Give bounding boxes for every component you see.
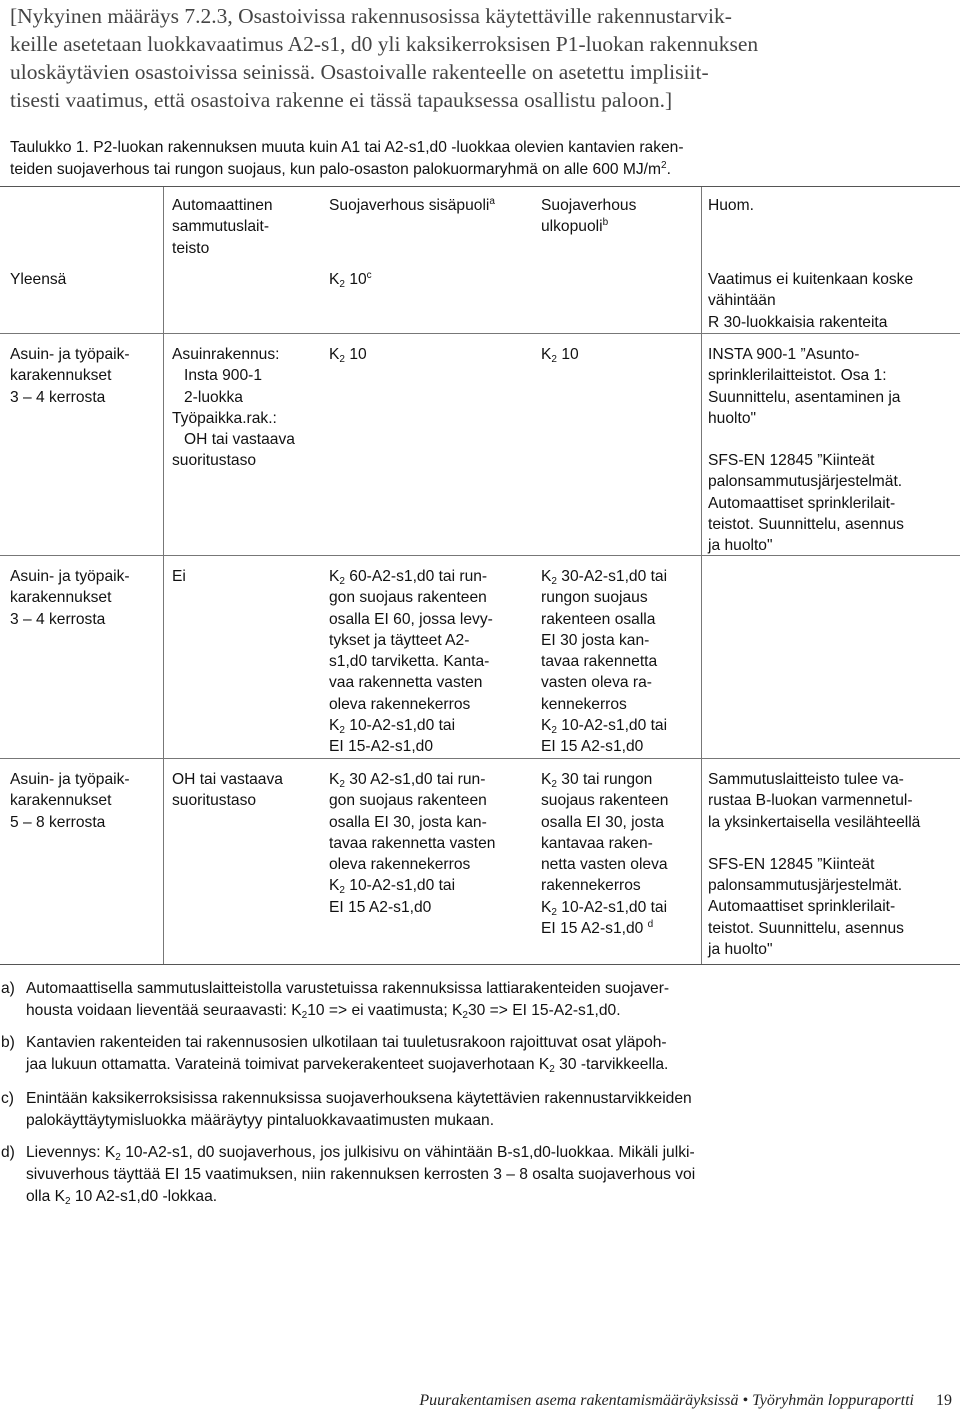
row3-inside: $K_2$ 30 A2-s1,d0 tai run- gon suojaus rakenteen osalla EI 30, josta kan- tavaa rakennetta vasten oleva rakennekerros $K_2$ 10-A2-s1,d0 tai EI 15 A2-s1,d0 (329, 771, 496, 916)
row2-inside: $K_2$ 60-A2-s1,d0 tai run- gon suojaus rakenteen osalla EI 60, jossa levy- tykset ja täytteet A2- s1,d0 tarviketta. Kanta- vaa rakennetta vasten oleva rakennekerros $K_2$ 10-A2-s1,d0 tai EI 15-A2-s1,d0 (329, 568, 493, 756)
intro-line: keille asetetaan luokkavaatimus A2-s1, d0 yli kaksikerroksisen P1-luokan rakennuksen (10, 32, 759, 56)
row1-automatic: Asuinrakennus: Insta 900-1 2-luokka Työpaikka.rak.: OH tai vastaava suoritustaso (172, 346, 295, 470)
caption-line: Taulukko 1. P2-luokan rakennuksen muuta kuin A1 tai A2-s1,d0 -luokkaa olevien kantavien raken- (10, 139, 684, 156)
row-general-inside: $K_2$ 10$^c$ (329, 270, 372, 290)
intro-line: [Nykyinen määräys 7.2.3, Osastoivissa rakennusosissa käytettäville rakennustarvik- (10, 4, 732, 28)
row-divider (0, 758, 960, 759)
page-number: 19 (936, 1392, 952, 1409)
column-divider (163, 187, 164, 964)
intro-line: tisesti vaatimus, että osastoiva rakenne ei tässä tapauksessa osallistu paloon.] (10, 88, 673, 112)
header-automatic: Automaattinen sammutuslait- teisto (172, 197, 273, 257)
row3-note: Sammutuslaitteisto tulee va- rustaa B-luokan varmennetul- la yksinkertaisella vesilähteellä SFS-EN 12845 ”Kiinteät palonsammutusjärjestelmät. Automaattiset sprinklerilait- teistot. Suunnittelu, asennus ja huolto" (708, 771, 921, 959)
caption-line: teiden suojaverhous tai rungon suojaus, kun palo-osaston palokuormaryhmä on alle 600 $MJ/m^2$. (10, 160, 671, 178)
row1-outside: $K_2$ 10 (541, 346, 579, 365)
page-footer (419, 1391, 952, 1411)
row-general-note: Vaatimus ei kuitenkaan koske vähintään R 30-luokkaisia rakenteita (708, 271, 914, 331)
footer-title: Puurakentamisen asema rakentamismääräyksissä • Työryhmän loppuraportti (419, 1392, 914, 1409)
header-outside: Suojaverhous ulkopuoli$^b$ (541, 197, 637, 236)
header-note: Huom. (708, 197, 754, 214)
column-divider (701, 187, 702, 964)
header-inside: Suojaverhous sisäpuoli$^a$ (329, 196, 495, 214)
row3-outside: $K_2$ 30 tai rungon suojaus rakenteen osalla EI 30, josta kantavaa raken- netta vasten oleva rakennekerros $K_2$ 10-A2-s1,d0 tai EI 15 A2-s1,d0 $^d$ (541, 771, 669, 938)
intro-line: uloskäytävien osastoivissa seinissä. Osastoivalle rakenteelle on asetettu implisiit- (10, 60, 709, 84)
row2-outside: $K_2$ 30-A2-s1,d0 tai rungon suojaus rakenteen osalla EI 30 josta kan- tavaa rakennetta vasten oleva ra- kennekerros $K_2$ 10-A2-s1,d0 tai EI 15 A2-s1,d0 (541, 568, 668, 756)
row-divider (0, 333, 960, 334)
row2-automatic: Ei (172, 568, 186, 585)
row2-building: Asuin- ja työpaik- karakennukset 3 – 4 kerrosta (10, 568, 130, 628)
row-general-label: Yleensä (10, 271, 67, 288)
row3-automatic: OH tai vastaava suoritustaso (172, 771, 283, 810)
intro-paragraph (10, 2, 955, 114)
row1-building: Asuin- ja työpaik- karakennukset 3 – 4 kerrosta (10, 346, 130, 406)
row3-building: Asuin- ja työpaik- karakennukset 5 – 8 kerrosta (10, 771, 130, 831)
row1-inside: $K_2$ 10 (329, 346, 367, 365)
requirements-table (0, 186, 960, 965)
row1-note: INSTA 900-1 ”Asunto- sprinklerilaitteistot. Osa 1: Suunnittelu, asentaminen ja huolto" SFS-EN 12845 ”Kiinteät palonsammutusjärjestelmät. Automaattiset sprinklerilait- teistot. Suunnittelu, asennus ja huolto" (708, 346, 904, 555)
table-caption (10, 137, 955, 181)
